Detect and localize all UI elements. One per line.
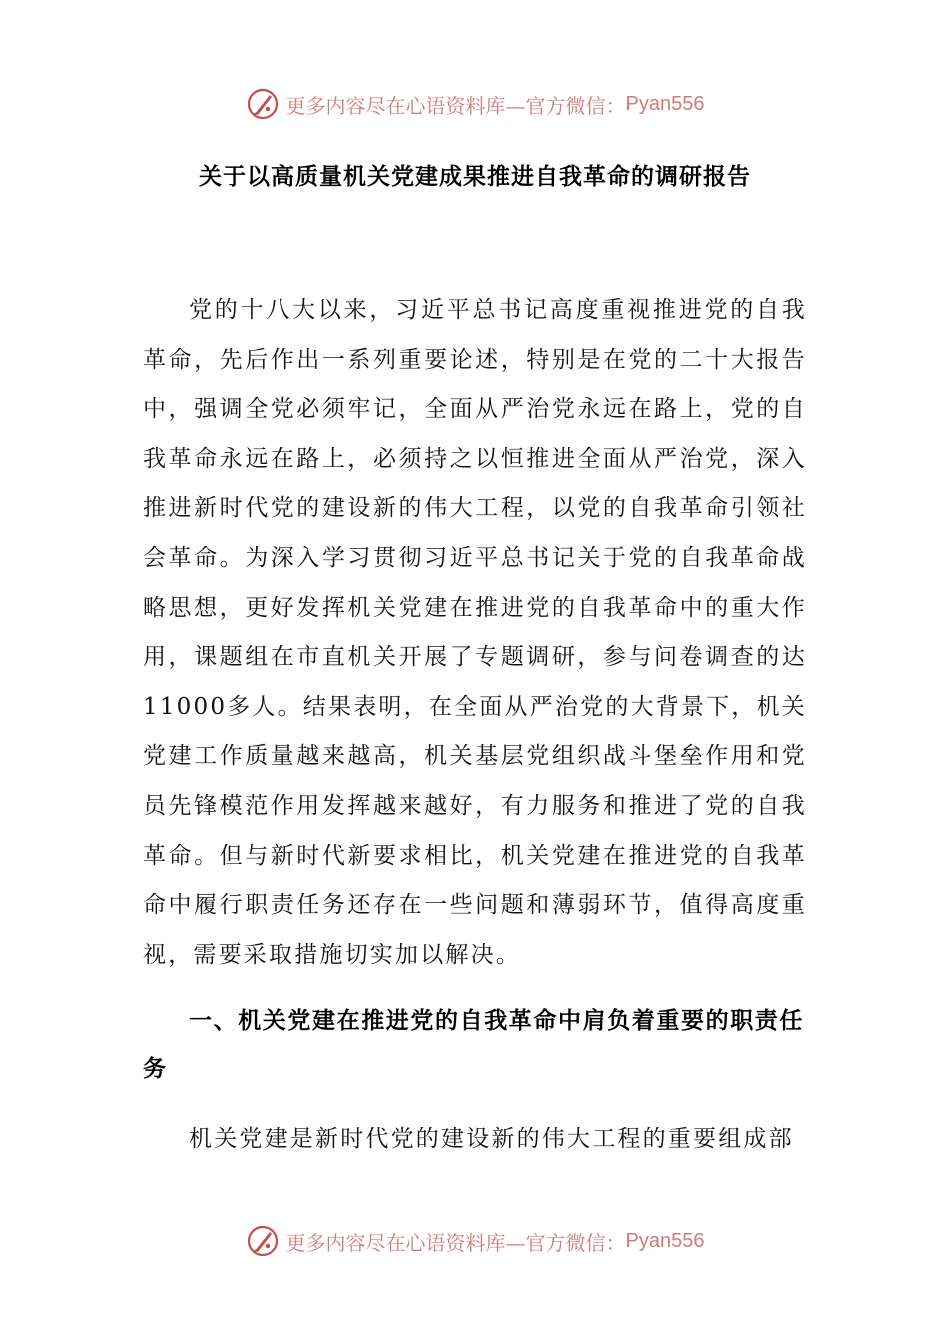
- header-watermark: [0, 84, 950, 124]
- section-heading: 一、机关党建在推进党的自我革命中肩负着重要的职责任务: [143, 1008, 804, 1083]
- watermark-text: 更多内容尽在心语资料库—官方微信：: [285, 93, 626, 118]
- intro-paragraph: 党的十八大以来，习近平总书记高度重视推进党的自我革命，先后作出一系列重要论述，特别是在党的二十大报告中，强调全党必须牢记，全面从严治党永远在路上，党的自我革命永远在路上，必须持之以恒推进全面从严治党，深入推进新时代党的建设新的伟大工程，以党的自我革命引领社会革命。为深入学习贯彻习近平总书记关于党的自我革命战略思想，更好发挥机关党建在推进党的自我革命中的重大作用，课题组在市直机关开展了专题调研，参与问卷调查的达11000多人。结果表明，在全面从严治党的大背景下，机关党建工作质量越来越高，机关基层党组织战斗堡垒作用和党员先锋模范作用发挥越来越好，有力服务和推进了党的自我革命。但与新时代新要求相比，机关党建在推进党的自我革命中履行职责任务还存在一些问题和薄弱环节，值得高度重视，需要采取措施切实加以解决。: [143, 297, 807, 968]
- watermark-wechat-id: Pyan556: [625, 1229, 705, 1252]
- quill-pen-logo-icon: [246, 87, 280, 121]
- watermark-wechat-id: Pyan556: [625, 92, 705, 115]
- footer-watermark: [0, 1221, 950, 1261]
- quill-pen-logo-icon: [246, 1224, 280, 1258]
- document-title: 关于以高质量机关党建成果推进自我革命的调研报告: [199, 164, 751, 190]
- document-body: [143, 286, 807, 1165]
- section-paragraph: 机关党建是新时代党的建设新的伟大工程的重要组成部: [189, 1126, 794, 1153]
- watermark-text: 更多内容尽在心语资料库—官方微信：: [285, 1230, 626, 1255]
